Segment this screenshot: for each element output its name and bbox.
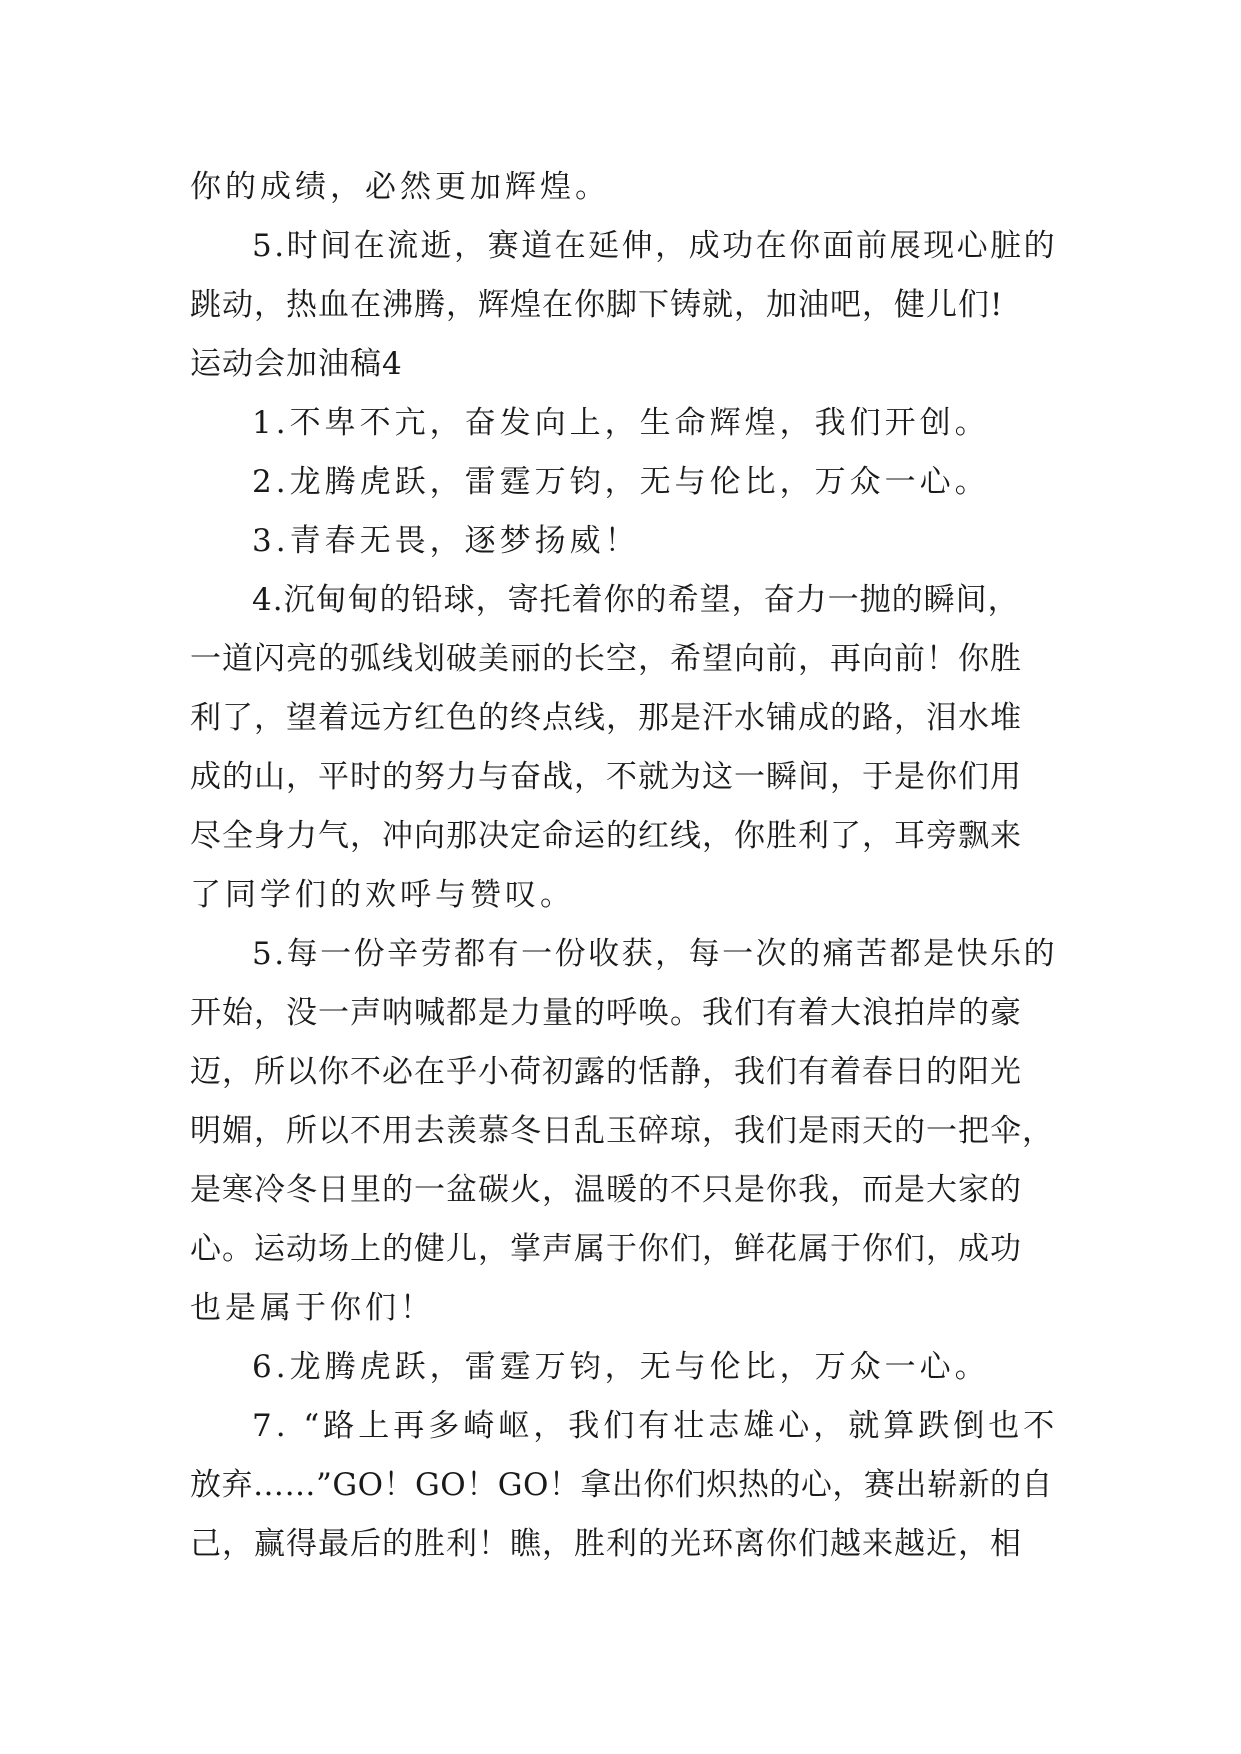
text-line: 7. “路上再多崎岖，我们有壮志雄心，就算跌倒也不 <box>252 1408 1059 1444</box>
text-line: 是寒冷冬日里的一盆碳火，温暖的不只是你我，而是大家的 <box>190 1172 1022 1208</box>
document-body <box>190 158 1060 1574</box>
text-line: 开始，没一声呐喊都是力量的呼唤。我们有着大浪拍岸的豪 <box>190 995 1022 1031</box>
text-line: 也是属于你们！ <box>190 1290 435 1326</box>
text-line: 6.龙腾虎跃，雷霆万钧，无与伦比，万众一心。 <box>252 1349 990 1385</box>
text-line: 3.青春无畏，逐梦扬威！ <box>252 523 640 559</box>
text-line: 5.每一份辛劳都有一份收获，每一次的痛苦都是快乐的 <box>252 936 1058 972</box>
text-line: 迈，所以你不必在乎小荷初露的恬静，我们有着春日的阳光 <box>190 1054 1022 1090</box>
text-line: 跳动，热血在沸腾，辉煌在你脚下铸就，加油吧，健儿们! <box>190 287 1004 323</box>
text-line: 2.龙腾虎跃，雷霆万钧，无与伦比，万众一心。 <box>252 464 990 500</box>
section-heading: 运动会加油稿4 <box>190 346 403 382</box>
text-line: 己，赢得最后的胜利！瞧，胜利的光环离你们越来越近，相 <box>190 1526 1022 1562</box>
text-line: 你的成绩，必然更加辉煌。 <box>190 169 610 205</box>
text-line: 一道闪亮的弧线划破美丽的长空，希望向前，再向前！你胜 <box>190 641 1022 677</box>
text-line: 尽全身力气，冲向那决定命运的红线，你胜利了，耳旁飘来 <box>190 818 1022 854</box>
text-line: 放弃……”GO！GO！GO！拿出你们炽热的心，赛出崭新的自 <box>190 1467 1053 1503</box>
text-line: 5.时间在流逝，赛道在延伸，成功在你面前展现心脏的 <box>252 228 1058 264</box>
text-line: 了同学们的欢呼与赞叹。 <box>190 877 575 913</box>
text-line: 4.沉甸甸的铅球，寄托着你的希望，奋力一抛的瞬间， <box>252 582 1020 618</box>
text-line: 利了，望着远方红色的终点线，那是汗水铺成的路，泪水堆 <box>190 700 1022 736</box>
text-line: 1.不卑不亢，奋发向上，生命辉煌，我们开创。 <box>252 405 990 441</box>
text-line: 成的山，平时的努力与奋战，不就为这一瞬间，于是你们用 <box>190 759 1022 795</box>
text-line: 明媚，所以不用去羡慕冬日乱玉碎琼，我们是雨天的一把伞， <box>190 1113 1054 1149</box>
text-line: 心。运动场上的健儿，掌声属于你们，鲜花属于你们，成功 <box>190 1231 1022 1267</box>
